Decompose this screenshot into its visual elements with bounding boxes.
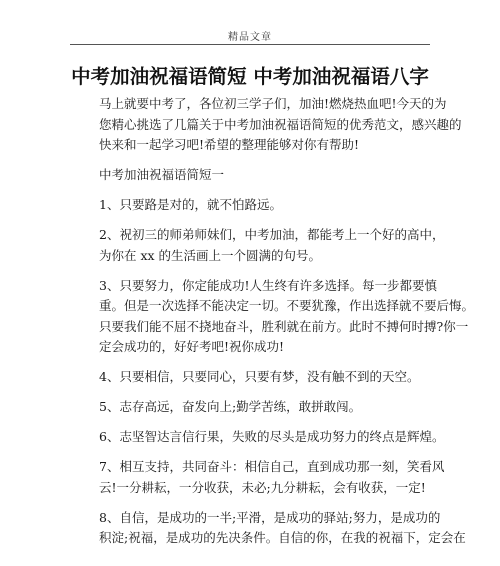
text-line: 定会成功的，好好考吧!祝你成功! [99, 339, 285, 354]
text-line: 8、自信，是成功的一半;平滑，是成功的驿站;努力，是成功的 [99, 509, 441, 525]
paragraph [74, 225, 445, 266]
paragraph [74, 427, 445, 448]
text-line: 云!一分耕耘，一分收获，未必;九分耕耘，会有收获，一定! [99, 479, 426, 495]
document-title: 中考加油祝福语简短 中考加油祝福语八字 [71, 65, 429, 88]
text-line: 积淀;祝福，是成功的先决条件。自信的你，在我的祝福下，定会在 [99, 530, 466, 545]
paragraph [74, 508, 466, 549]
document-body [74, 94, 475, 558]
text-line: 1、只要路是对的，就不怕路远。 [99, 197, 282, 212]
text-line: 只要我们能不屈不挠地奋斗，胜利就在前方。此时不搏何时搏?你一 [99, 318, 469, 334]
paragraph [74, 457, 445, 498]
text-line: 7、相互支持，共同奋斗：相信自己，直到成功那一刻，笑看风 [99, 459, 445, 474]
text-line: 为你在 xx 的生活画上一个圆满的句号。 [99, 247, 322, 263]
paragraph [74, 165, 428, 186]
paragraph [74, 195, 428, 216]
text-line: 2、祝初三的师弟师妹们，中考加油，都能考上一个好的高中， [99, 227, 445, 242]
text-line: 4、只要相信，只要同心，只要有梦，没有触不到的天空。 [99, 369, 420, 384]
paragraph [74, 94, 462, 156]
text-line: 5、志存高远，奋发向上;勤学苦练，敢拼敢闯。 [99, 399, 362, 414]
paragraph [74, 367, 428, 388]
text-line: 中考加油祝福语简短一 [99, 167, 225, 182]
text-line: 6、志坚智达言信行果，失败的尽头是成功努力的终点是辉煌。 [99, 429, 445, 444]
header-divider [70, 44, 430, 45]
page-header-label: 精品文章 [228, 32, 272, 43]
text-line: 您精心挑选了几篇关于中考加油祝福语简短的优秀范文，感兴趣的 [99, 116, 462, 132]
text-line: 重。但是一次选择不能决定一切。不要犹豫，作出选择就不要后悔。 [99, 298, 475, 313]
paragraph [74, 397, 428, 418]
text-line: 马上就要中考了，各位初三学子们，加油!燃烧热血吧!今天的为 [99, 96, 447, 111]
paragraph [74, 276, 475, 358]
text-line: 快来和一起学习吧!希望的整理能够对你有帮助! [99, 137, 360, 152]
text-line: 3、只要努力，你定能成功!人生终有许多选择。每一步都要慎 [99, 277, 437, 293]
